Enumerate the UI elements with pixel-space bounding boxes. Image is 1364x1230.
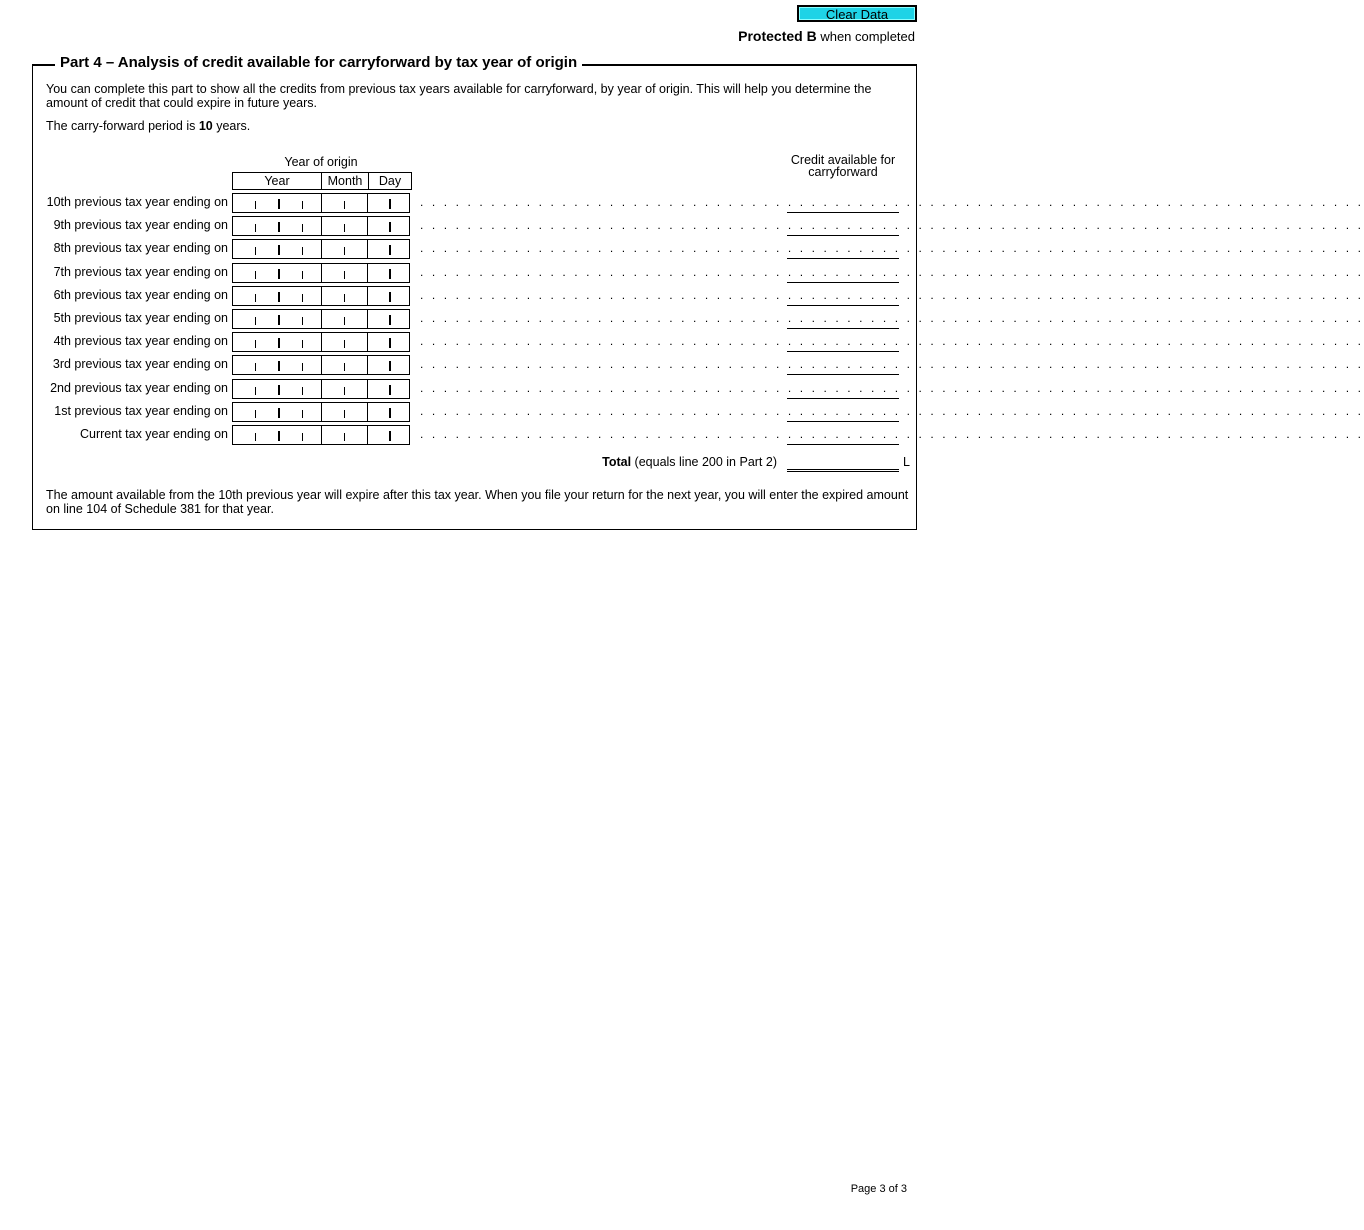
col-year-header: Year <box>233 173 322 189</box>
digit-separator <box>389 292 391 302</box>
digit-separator <box>344 387 345 395</box>
date-divider <box>321 403 322 421</box>
digit-separator <box>389 361 391 371</box>
digit-separator <box>344 247 345 255</box>
date-column-headers <box>232 172 412 190</box>
date-divider <box>367 426 368 444</box>
digit-separator <box>344 433 345 441</box>
date-input[interactable] <box>232 425 410 445</box>
credit-amount-field[interactable] <box>787 332 899 352</box>
col-month-header: Month <box>322 173 369 189</box>
row-label: 10th previous tax year ending on <box>46 195 228 209</box>
digit-separator <box>302 271 303 279</box>
date-divider <box>321 310 322 328</box>
digit-separator <box>302 387 303 395</box>
part4-intro: You can complete this part to show all the credits from previous tax years available for carryforward, by year of origin. This will help you determine the amount of credit that could expire in future years. <box>46 82 872 110</box>
protected-b-label: Protected B <box>738 28 817 44</box>
date-divider <box>367 356 368 374</box>
dot-leader: . . . . . . . . . . . . . . . . . . . . . . . . . . . . . . . . . . . . . . . . . . . . . . . . . . . . . . . . . . . . . . . . . . . . . . . . . . . . . . . . <box>420 311 1364 325</box>
digit-separator <box>389 315 391 325</box>
date-divider <box>367 264 368 282</box>
digit-separator <box>344 340 345 348</box>
row-label: 8th previous tax year ending on <box>53 241 228 256</box>
digit-separator <box>278 199 280 209</box>
credit-amount-field[interactable] <box>787 193 899 213</box>
page-number: Page 3 of 3 <box>850 1183 907 1195</box>
digit-separator <box>389 385 391 395</box>
dot-leader: . . . . . . . . . . . . . . . . . . . . . . . . . . . . . . . . . . . . . . . . . . . . . . . . . . . . . . . . . . . . . . . . . . . . . . . . . . . . . . . . <box>420 241 1364 256</box>
credit-amount-field[interactable] <box>787 216 899 236</box>
digit-separator <box>302 340 303 348</box>
digit-separator <box>344 363 345 371</box>
dot-leader: . . . . . . . . . . . . . . . . . . . . . . . . . . . . . . . . . . . . . . . . . . . . . . . . . . . . . . . . . . . . . . . . . . . . . . . . . . . . . . . . <box>420 380 1364 395</box>
table-row <box>0 332 1364 352</box>
dot-leader: . . . . . . . . . . . . . . . . . . . . . . . . . . . . . . . . . . . . . . . . . . . . . . . . . . . . . . . . . . . . . . . . . . . . . . . . . . . . . . . . <box>420 264 1364 279</box>
date-divider <box>321 356 322 374</box>
digit-separator <box>278 408 280 418</box>
dot-leader: . . . . . . . . . . . . . . . . . . . . . . . . . . . . . . . . . . . . . . . . . . . . . . . . . . . . . . . . . . . . . . . . . . . . . . . . . . . . . . . . <box>420 357 1364 372</box>
date-divider <box>367 194 368 212</box>
table-row <box>0 402 1364 422</box>
protected-b-suffix: when completed <box>820 29 915 44</box>
period-value: 10 <box>198 119 213 133</box>
digit-separator <box>278 245 280 255</box>
digit-separator <box>344 271 345 279</box>
dot-leader: . . . . . . . . . . . . . . . . . . . . . . . . . . . . . . . . . . . . . . . . . . . . . . . . . . . . . . . . . . . . . . . . . . . . . . . . . . . . . . . . <box>420 427 1364 441</box>
row-label: 4th previous tax year ending on <box>53 334 228 349</box>
row-label: 9th previous tax year ending on <box>53 218 228 233</box>
digit-separator <box>389 245 391 255</box>
digit-separator <box>302 410 303 418</box>
digit-separator <box>278 315 280 325</box>
digit-separator <box>302 363 303 371</box>
digit-separator <box>344 410 345 418</box>
total-label <box>560 455 777 469</box>
col-day-header: Day <box>378 174 402 188</box>
digit-separator <box>344 317 345 325</box>
credit-amount-field[interactable] <box>787 263 899 283</box>
table-row <box>0 239 1364 259</box>
digit-separator <box>278 385 280 395</box>
digit-separator <box>389 431 391 441</box>
table-row <box>0 286 1364 306</box>
date-input[interactable] <box>232 263 410 283</box>
digit-separator <box>255 317 256 325</box>
digit-separator <box>344 294 345 302</box>
digit-separator <box>302 294 303 302</box>
credit-column-header: Credit available for carryforward <box>790 153 896 179</box>
table-row <box>0 379 1364 399</box>
date-divider <box>321 264 322 282</box>
row-label: Current tax year ending on <box>79 427 228 441</box>
credit-amount-field[interactable] <box>787 286 899 306</box>
date-input[interactable] <box>232 379 410 399</box>
dot-leader: . . . . . . . . . . . . . . . . . . . . . . . . . . . . . . . . . . . . . . . . . . . . . . . . . . . . . . . . . . . . . . . . . . . . . . . . . . . . . . . . <box>420 218 1364 233</box>
date-divider <box>367 217 368 235</box>
digit-separator <box>389 269 391 279</box>
digit-separator <box>389 222 391 232</box>
date-divider <box>367 380 368 398</box>
date-input[interactable] <box>232 286 410 306</box>
carry-forward-period <box>46 119 916 133</box>
dot-leader: . . . . . . . . . . . . . . . . . . . . . . . . . . . . . . . . . . . . . . . . . . . . . . . . . . . . . . . . . . . . . . . . . . . . . . . . . . . . . . . . <box>420 195 1364 209</box>
credit-amount-field[interactable] <box>787 402 899 422</box>
credit-amount-field[interactable] <box>787 355 899 375</box>
digit-separator <box>302 224 303 232</box>
date-input[interactable] <box>232 332 410 352</box>
digit-separator <box>389 338 391 348</box>
date-divider <box>367 403 368 421</box>
digit-separator <box>255 387 256 395</box>
date-input[interactable] <box>232 309 410 329</box>
part4-title: Part 4 – Analysis of credit available for carryforward by tax year of origin <box>55 54 582 72</box>
digit-separator <box>255 201 256 209</box>
digit-separator <box>389 408 391 418</box>
date-divider <box>367 310 368 328</box>
date-divider <box>367 287 368 305</box>
dot-leader: . . . . . . . . . . . . . . . . . . . . . . . . . . . . . . . . . . . . . . . . . . . . . . . . . . . . . . . . . . . . . . . . . . . . . . . . . . . . . . . . <box>420 287 1364 302</box>
digit-separator <box>302 317 303 325</box>
total-bold: Total <box>602 455 632 469</box>
table-row <box>0 216 1364 236</box>
total-amount-field[interactable] <box>787 455 899 472</box>
total-description: (equals line 200 in Part 2) <box>631 455 777 469</box>
table-row <box>0 263 1364 283</box>
table-row <box>0 309 1364 329</box>
line-letter-L: L <box>903 455 910 469</box>
row-label: 6th previous tax year ending on <box>53 287 228 302</box>
row-label: 2nd previous tax year ending on <box>50 380 228 395</box>
expiry-footnote: The amount available from the 10th previous year will expire after this tax year. When you file your return for the next year, you will enter the expired amount on line 104 of Schedule 381 for that year. <box>46 488 909 516</box>
date-input[interactable] <box>232 193 410 213</box>
digit-separator <box>255 433 256 441</box>
digit-separator <box>278 338 280 348</box>
digit-separator <box>302 433 303 441</box>
date-divider <box>321 287 322 305</box>
row-label: 3rd previous tax year ending on <box>52 357 228 372</box>
date-input[interactable] <box>232 216 410 236</box>
dot-leader: . . . . . . . . . . . . . . . . . . . . . . . . . . . . . . . . . . . . . . . . . . . . . . . . . . . . . . . . . . . . . . . . . . . . . . . . . . . . . . . . <box>420 334 1364 349</box>
row-label: 1st previous tax year ending on <box>54 403 228 418</box>
period-suffix: years. <box>212 119 251 133</box>
digit-separator <box>278 222 280 232</box>
table-row <box>0 355 1364 375</box>
digit-separator <box>255 271 256 279</box>
protected-b-notice <box>738 28 915 44</box>
date-divider <box>321 426 322 444</box>
date-divider <box>321 194 322 212</box>
digit-separator <box>278 431 280 441</box>
date-input[interactable] <box>232 355 410 375</box>
date-divider <box>321 333 322 351</box>
date-divider <box>367 240 368 258</box>
digit-separator <box>255 410 256 418</box>
digit-separator <box>255 340 256 348</box>
digit-separator <box>344 224 345 232</box>
date-input[interactable] <box>232 402 410 422</box>
digit-separator <box>302 247 303 255</box>
digit-separator <box>302 201 303 209</box>
date-divider <box>367 333 368 351</box>
date-divider <box>321 380 322 398</box>
digit-separator <box>255 247 256 255</box>
date-divider <box>321 217 322 235</box>
digit-separator <box>344 201 345 209</box>
digit-separator <box>278 292 280 302</box>
date-divider <box>321 240 322 258</box>
table-row <box>0 425 1364 445</box>
digit-separator <box>255 224 256 232</box>
digit-separator <box>255 294 256 302</box>
digit-separator <box>389 199 391 209</box>
clear-data-button[interactable]: Clear Data <box>797 5 917 22</box>
date-input[interactable] <box>232 239 410 259</box>
credit-amount-field[interactable] <box>787 379 899 399</box>
digit-separator <box>278 269 280 279</box>
year-of-origin-header: Year of origin <box>284 155 358 169</box>
row-label: 5th previous tax year ending on <box>53 311 228 325</box>
credit-amount-field[interactable] <box>787 309 899 329</box>
credit-amount-field[interactable] <box>787 425 899 445</box>
digit-separator <box>278 361 280 371</box>
dot-leader: . . . . . . . . . . . . . . . . . . . . . . . . . . . . . . . . . . . . . . . . . . . . . . . . . . . . . . . . . . . . . . . . . . . . . . . . . . . . . . . . <box>420 403 1364 418</box>
row-label: 7th previous tax year ending on <box>53 264 228 279</box>
table-row <box>0 193 1364 213</box>
credit-amount-field[interactable] <box>787 239 899 259</box>
digit-separator <box>255 363 256 371</box>
period-prefix: The carry-forward period is <box>46 119 199 133</box>
